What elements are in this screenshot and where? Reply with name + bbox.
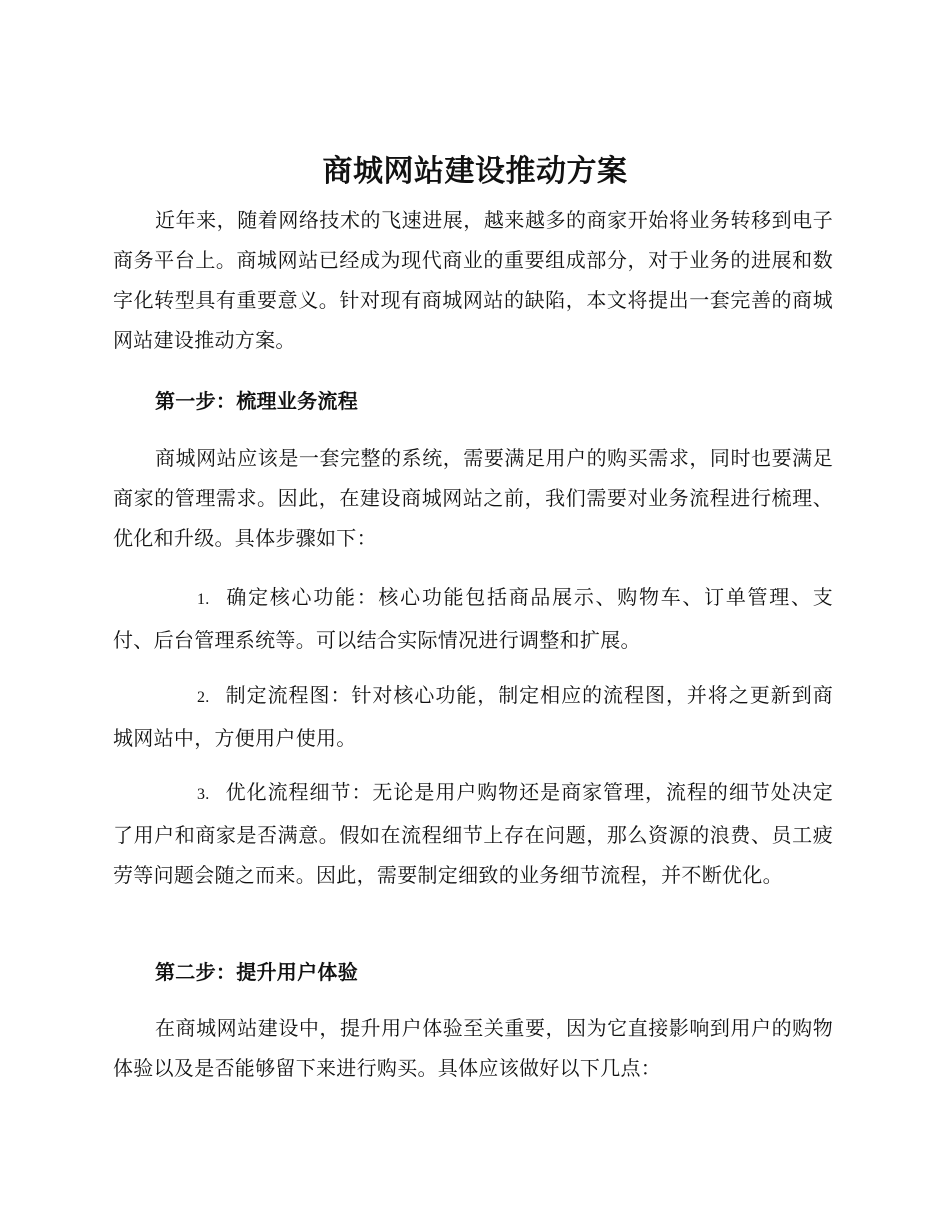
step2-heading: 第二步：提升用户体验 xyxy=(155,960,358,984)
step2-body: 在商城网站建设中，提升用户体验至关重要，因为它直接影响到用户的购物体验以及是否能够留下来进行购买。具体应该做好以下几点： xyxy=(113,1016,833,1080)
step1-body: 商城网站应该是一套完整的系统，需要满足用户的购买需求，同时也要满足商家的管理需求。因此，在建设商城网站之前，我们需要对业务流程进行梳理、优化和升级。具体步骤如下： xyxy=(113,446,833,550)
list-item-1 xyxy=(113,577,833,660)
document-title: 商城网站建设推动方案 xyxy=(322,154,628,189)
list-number: 1. xyxy=(197,591,210,608)
list-item-2 xyxy=(113,675,833,758)
step1-heading: 第一步：梳理业务流程 xyxy=(155,389,358,413)
list-item-text: 优化流程细节：无论是用户购物还是商家管理，流程的细节处决定了用户和商家是否满意。假如在流程细节上存在问题，那么资源的浪费、员工疲劳等问题会随之而来。因此，需要制定细致的业务细节流程，并不断优化。 xyxy=(113,780,833,887)
list-item-3 xyxy=(113,772,833,895)
intro-paragraph: 近年来，随着网络技术的飞速进展，越来越多的商家开始将业务转移到电子商务平台上。商城网站已经成为现代商业的重要组成部分，对于业务的进展和数字化转型具有重要意义。针对现有商城网站的缺陷，本文将提出一套完善的商城网站建设推动方案。 xyxy=(113,208,833,352)
list-item-text: 确定核心功能：核心功能包括商品展示、购物车、订单管理、支付、后台管理系统等。可以结合实际情况进行调整和扩展。 xyxy=(113,585,833,652)
list-number: 2. xyxy=(197,689,210,706)
list-item-text: 制定流程图：针对核心功能，制定相应的流程图，并将之更新到商城网站中，方便用户使用。 xyxy=(113,683,833,750)
list-number: 3. xyxy=(197,786,210,803)
